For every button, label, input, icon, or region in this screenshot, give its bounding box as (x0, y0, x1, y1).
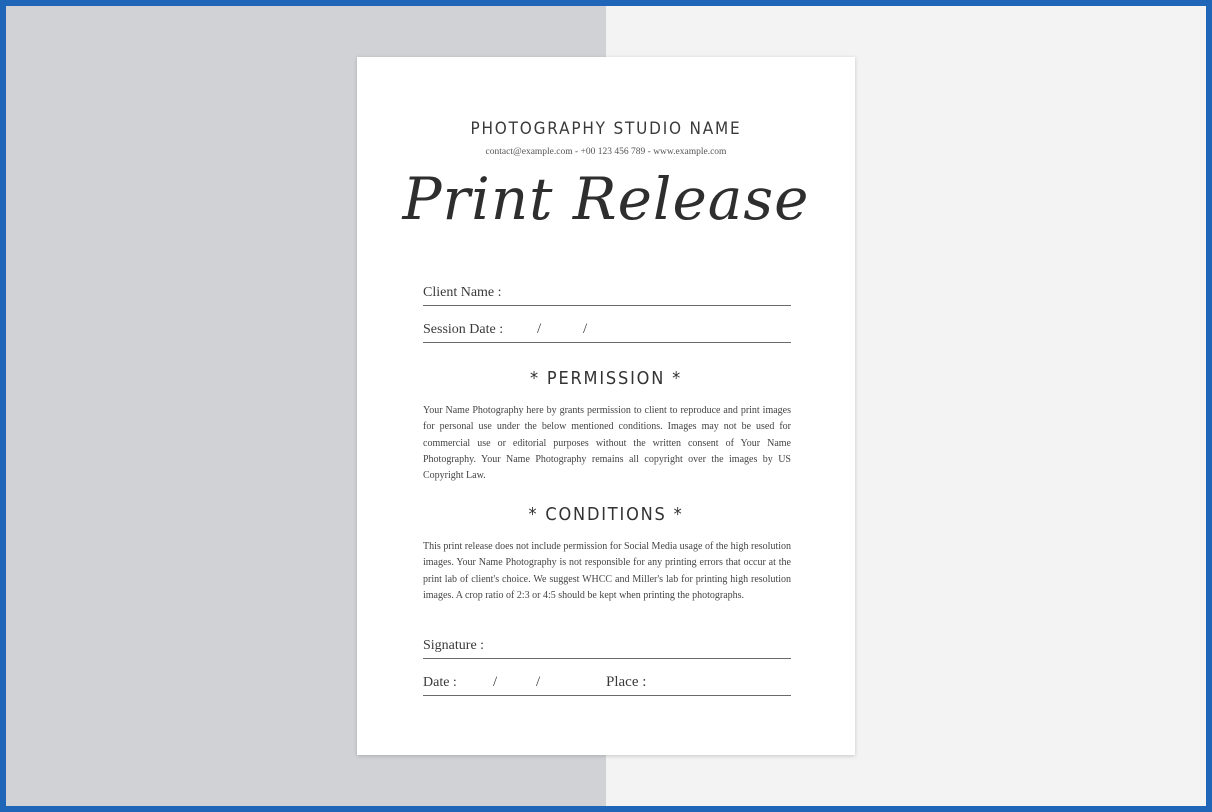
place-label: Place : (606, 674, 647, 690)
permission-paragraph: Your Name Photography here by grants permission to client to reproduce and print images for personal use under the below mentioned conditions. Images may not be used for commercial use or editorial purposes without the written consent of Your Name Photography. Your Name Photography remains all copyright over the images by US Copyright Law. (423, 405, 791, 482)
permission-heading: * PERMISSION * (530, 368, 682, 389)
document-title: Print Release (402, 165, 810, 233)
conditions-paragraph: This print release does not include permission for Social Media usage of the high resolution images. Your Name Photography is not responsible for any printing errors that occur at the print lab of client's choice. We suggest WHCC and Miller's lab for printing high resolution images. A crop ratio of 2:3 or 4:5 should be kept when printing the photographs. (423, 541, 791, 601)
date-separator-2: / (536, 674, 541, 690)
session-date-separator-1: / (537, 321, 542, 337)
date-separator-1: / (493, 674, 498, 690)
signature-label: Signature : (423, 638, 485, 653)
contact-line: contact@example.com - +00 123 456 789 - www.example.com (485, 147, 727, 157)
date-label: Date : (423, 675, 457, 690)
date-place-field[interactable] (423, 669, 791, 696)
client-name-field[interactable] (423, 279, 791, 306)
session-date-field[interactable] (423, 316, 791, 343)
signature-field[interactable] (423, 632, 791, 659)
session-date-separator-2: / (583, 321, 588, 337)
studio-name: PHOTOGRAPHY STUDIO NAME (470, 119, 742, 139)
print-release-document (357, 57, 855, 755)
conditions-heading: * CONDITIONS * (528, 504, 684, 525)
session-date-label: Session Date : (423, 322, 504, 337)
client-name-label: Client Name : (423, 285, 502, 300)
